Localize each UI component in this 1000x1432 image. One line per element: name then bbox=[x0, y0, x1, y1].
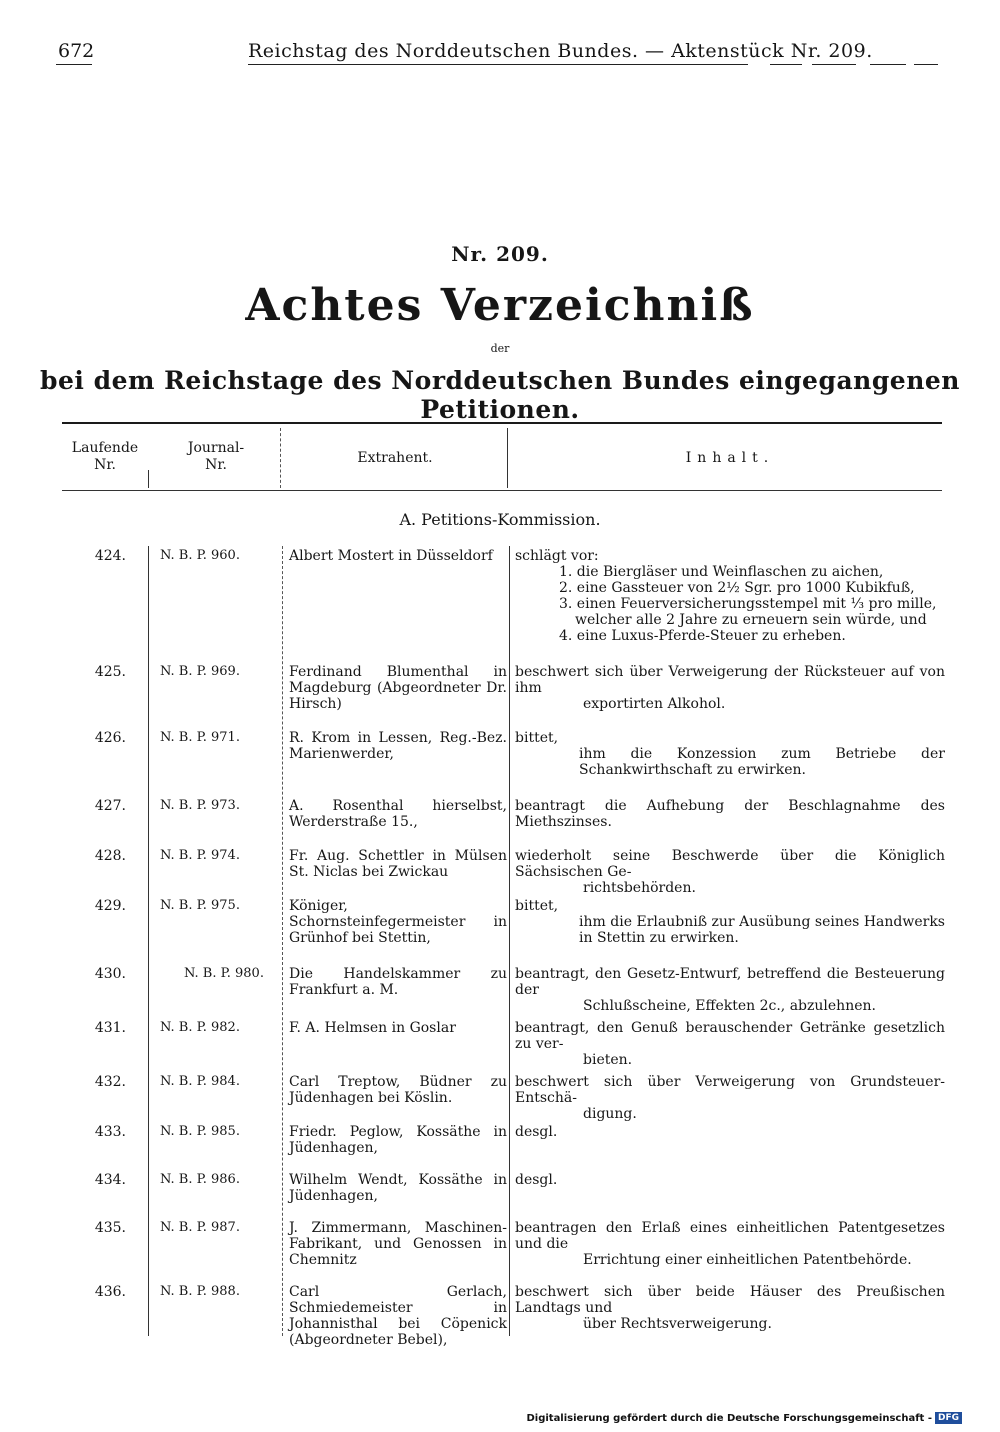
petitioner: Die Handelskammer zu Frankfurt a. M. bbox=[289, 966, 507, 998]
content-line: desgl. bbox=[515, 1124, 558, 1140]
petitioner: A. Rosenthal hierselbst, Werderstraße 15., bbox=[289, 798, 507, 830]
petition-content bbox=[515, 1220, 945, 1268]
journal-number: N. B. P. 974. bbox=[160, 848, 240, 863]
petitioner: F. A. Helmsen in Goslar bbox=[289, 1020, 456, 1036]
petitioner: Königer, Schornsteinfegermeister in Grünhof bei Stettin, bbox=[289, 898, 507, 946]
column-header-journal: Journal- Nr. bbox=[187, 440, 245, 473]
content-line: beantragt die Aufhebung der Beschlagnahme des Miethszinses. bbox=[515, 798, 945, 830]
row-number: 431. bbox=[94, 1020, 126, 1036]
column-divider bbox=[148, 470, 149, 488]
petition-content bbox=[515, 798, 945, 830]
column-divider bbox=[507, 428, 508, 488]
content-line: wiederholt seine Beschwerde über die Königlich Sächsischen Ge- bbox=[515, 848, 945, 880]
column-header-inhalt: Inhalt. bbox=[685, 450, 775, 466]
header-rule bbox=[870, 64, 906, 65]
content-line: beschwert sich über Verweigerung von Grundsteuer-Entschä- bbox=[515, 1074, 945, 1106]
petition-content bbox=[515, 1172, 945, 1188]
header-rule bbox=[248, 64, 748, 65]
header-rule bbox=[770, 64, 802, 65]
petitioner: Ferdinand Blumenthal in Magdeburg (Abgeordneter Dr. Hirsch) bbox=[289, 664, 507, 712]
title-connector: der bbox=[490, 342, 510, 355]
row-number: 436. bbox=[94, 1284, 126, 1300]
document-title: Achtes Verzeichniß bbox=[245, 280, 755, 331]
credit-text: Digitalisierung gefördert durch die Deutsche Forschungsgemeinschaft - bbox=[526, 1413, 932, 1424]
petition-content bbox=[515, 1284, 945, 1332]
row-number: 425. bbox=[94, 664, 126, 680]
content-line: beschwert sich über beide Häuser des Preußischen Landtags und bbox=[515, 1284, 945, 1316]
petition-content bbox=[515, 1020, 945, 1068]
row-number: 424. bbox=[94, 548, 126, 564]
petition-content bbox=[515, 966, 945, 1014]
content-line: beantragt, den Gesetz-Entwurf, betreffend die Besteuerung der bbox=[515, 966, 945, 998]
content-item: 2. eine Gassteuer von 2½ Sgr. pro 1000 Kubikfuß, bbox=[559, 580, 915, 596]
content-line: ihm die Konzession zum Betriebe der Schankwirthschaft zu erwirken. bbox=[579, 746, 945, 778]
content-item: 4. eine Luxus-Pferde-Steuer zu erheben. bbox=[559, 628, 846, 644]
content-line: über Rechtsverweigerung. bbox=[583, 1316, 772, 1332]
column-header-laufende: Laufende Nr. bbox=[71, 440, 139, 473]
journal-number: N. B. P. 971. bbox=[160, 730, 240, 745]
content-line: bieten. bbox=[583, 1052, 633, 1068]
row-number: 429. bbox=[94, 898, 126, 914]
header-rule bbox=[914, 64, 938, 65]
row-number: 427. bbox=[94, 798, 126, 814]
content-line: richtsbehörden. bbox=[583, 880, 696, 896]
header-rule bbox=[812, 64, 856, 65]
content-line: ihm die Erlaubniß zur Ausübung seines Handwerks in Stettin zu erwirken. bbox=[579, 914, 945, 946]
journal-number: N. B. P. 960. bbox=[160, 548, 240, 563]
journal-number: N. B. P. 973. bbox=[160, 798, 240, 813]
row-number: 428. bbox=[94, 848, 126, 864]
petitioner: J. Zimmermann, Maschinen-Fabrikant, und Genossen in Chemnitz bbox=[289, 1220, 507, 1268]
petition-content bbox=[515, 898, 945, 946]
journal-number: N. B. P. 988. bbox=[160, 1284, 240, 1299]
content-line: Errichtung einer einheitlichen Patentbehörde. bbox=[583, 1252, 912, 1268]
row-number: 430. bbox=[94, 966, 126, 982]
journal-number: N. B. P. 975. bbox=[160, 898, 240, 913]
column-divider bbox=[282, 546, 283, 1336]
digitization-credit bbox=[526, 1412, 962, 1424]
table-header-rule bbox=[62, 490, 942, 491]
journal-number: N. B. P. 982. bbox=[160, 1020, 240, 1035]
content-line: beschwert sich über Verweigerung der Rücksteuer auf von ihm bbox=[515, 664, 945, 696]
petition-content bbox=[515, 848, 945, 896]
row-number: 426. bbox=[94, 730, 126, 746]
content-item: 3. einen Feuerversicherungsstempel mit ⅓ pro mille, bbox=[559, 596, 937, 612]
column-divider bbox=[509, 546, 510, 1336]
petition-content bbox=[515, 664, 945, 712]
content-item: welcher alle 2 Jahre zu erneuern sein würde, und bbox=[575, 612, 927, 628]
journal-number: N. B. P. 969. bbox=[160, 664, 240, 679]
petitioner: Carl Treptow, Büdner zu Jüdenhagen bei Köslin. bbox=[289, 1074, 507, 1106]
row-number: 435. bbox=[94, 1220, 126, 1236]
content-line: desgl. bbox=[515, 1172, 558, 1188]
petition-content bbox=[515, 548, 945, 644]
petition-content bbox=[515, 1124, 945, 1140]
journal-number: N. B. P. 985. bbox=[160, 1124, 240, 1139]
column-header-extrahent: Extrahent. bbox=[357, 450, 433, 466]
header-rule bbox=[56, 64, 92, 65]
row-number: 434. bbox=[94, 1172, 126, 1188]
row-number: 433. bbox=[94, 1124, 126, 1140]
journal-number: N. B. P. 987. bbox=[160, 1220, 240, 1235]
row-number: 432. bbox=[94, 1074, 126, 1090]
dfg-logo: DFG bbox=[935, 1412, 962, 1424]
running-title: Reichstag des Norddeutschen Bundes. — Aktenstück Nr. 209. bbox=[248, 40, 873, 62]
petitioner: Friedr. Peglow, Kossäthe in Jüdenhagen, bbox=[289, 1124, 507, 1156]
petition-content bbox=[515, 1074, 945, 1122]
content-line: exportirten Alkohol. bbox=[583, 696, 726, 712]
content-line: beantragen den Erlaß eines einheitlichen Patentgesetzes und die bbox=[515, 1220, 945, 1252]
petitioner: Wilhelm Wendt, Kossäthe in Jüdenhagen, bbox=[289, 1172, 507, 1204]
content-line: bittet, bbox=[515, 898, 559, 914]
petition-content bbox=[515, 730, 945, 778]
column-divider bbox=[148, 546, 149, 1336]
petitioner: Fr. Aug. Schettler in Mülsen St. Niclas bei Zwickau bbox=[289, 848, 507, 880]
table-top-rule bbox=[62, 422, 942, 424]
document-subtitle: bei dem Reichstage des Norddeutschen Bundes eingegangenen Petitionen. bbox=[40, 366, 960, 424]
content-line: Schlußscheine, Effekten 2c., abzulehnen. bbox=[583, 998, 876, 1014]
petitioner: Albert Mostert in Düsseldorf bbox=[289, 548, 493, 564]
page-number: 672 bbox=[58, 40, 95, 62]
journal-number: N. B. P. 986. bbox=[160, 1172, 240, 1187]
petitioner: Carl Gerlach, Schmiedemeister in Johannisthal bei Cöpenick (Abgeordneter Bebel), bbox=[289, 1284, 507, 1348]
section-heading: A. Petitions-Kommission. bbox=[399, 510, 601, 529]
content-line: bittet, bbox=[515, 730, 559, 746]
content-line: beantragt, den Genuß berauschender Getränke gesetzlich zu ver- bbox=[515, 1020, 945, 1052]
petitioner: R. Krom in Lessen, Reg.-Bez. Marienwerder, bbox=[289, 730, 507, 762]
journal-number: N. B. P. 984. bbox=[160, 1074, 240, 1089]
content-item: 1. die Biergläser und Weinflaschen zu aichen, bbox=[559, 564, 884, 580]
column-divider bbox=[280, 428, 281, 488]
content-line: schlägt vor: bbox=[515, 548, 599, 564]
content-line: digung. bbox=[583, 1106, 637, 1122]
journal-number: N. B. P. 980. bbox=[184, 966, 264, 981]
document-number: Nr. 209. bbox=[451, 242, 549, 266]
